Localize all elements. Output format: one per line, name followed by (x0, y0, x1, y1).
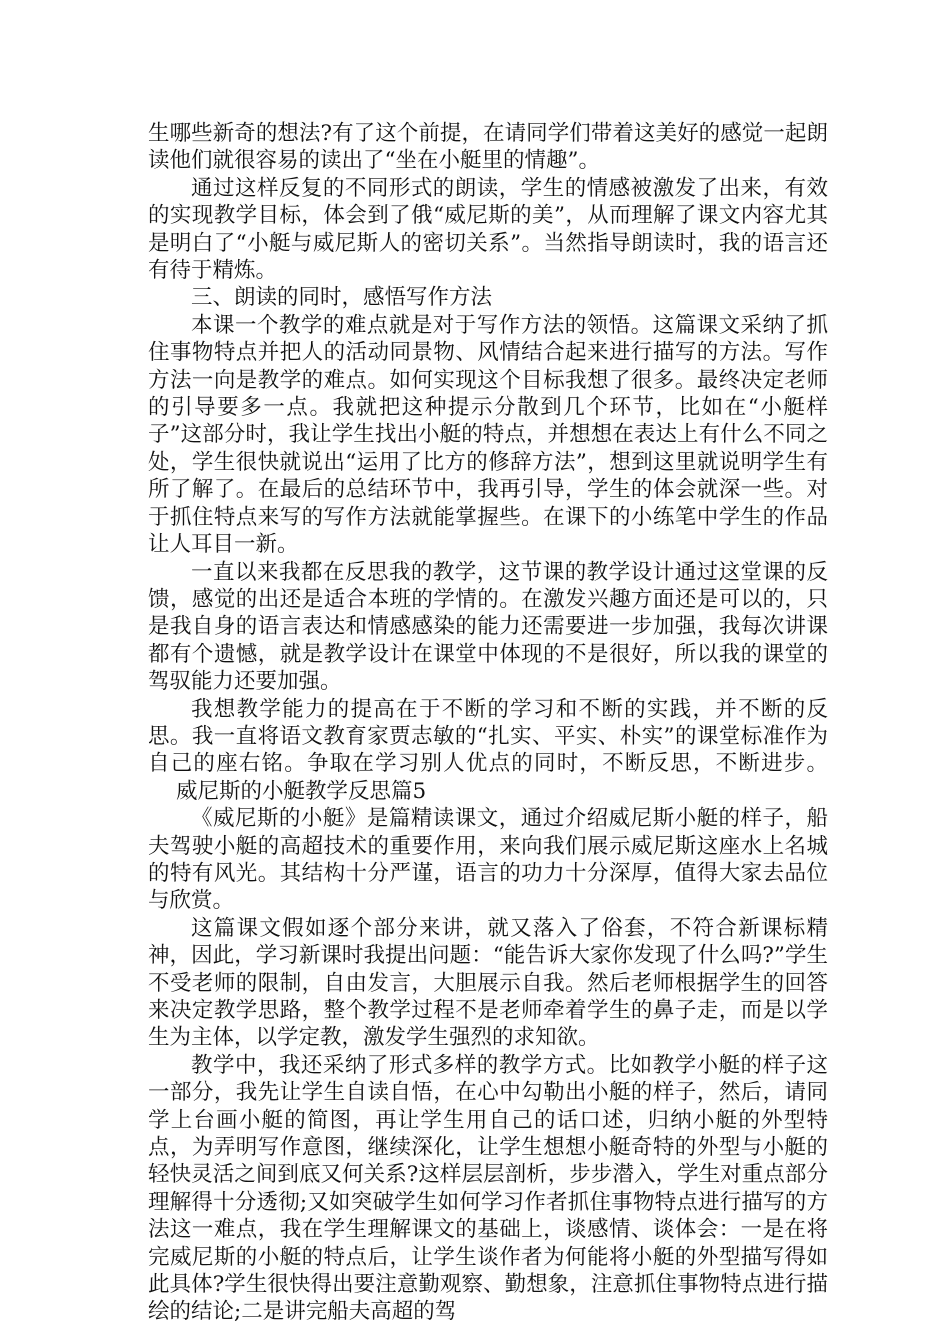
section-heading: 三、朗读的同时，感悟写作方法 (191, 285, 493, 311)
document-body (148, 120, 828, 1326)
paragraph-6: 《威尼斯的小艇》是篇精读课文，通过介绍威尼斯小艇的样子，船夫驾驶小艇的高超技术的重要作用，来向我们展示威尼斯这座水上名城的特有风光。其结构十分严谨，语言的功力十分深厚，值得大家去品位与欣赏。 (148, 806, 828, 914)
paragraph-3: 本课一个教学的难点就是对于写作方法的领悟。这篇课文采纳了抓住事物特点并把人的活动同景物、风情结合起来进行描写的方法。写作方法一向是教学的难点。如何实现这个目标我想了很多。最终决定老师的引导要多一点。我就把这种提示分散到几个环节，比如在“小艇样子”这部分时，我让学生找出小艇的特点，并想想在表达上有什么不同之处，学生很快就说出“运用了比方的修辞方法”，想到这里就说明学生有所了解了。在最后的总结环节中，我再引导，学生的体会就深一些。对于抓住特点来写的写作方法就能掌握些。在课下的小练笔中学生的作品让人耳目一新。 (148, 312, 828, 558)
paragraph-4: 一直以来我都在反思我的教学，这节课的教学设计通过这堂课的反馈，感觉的出还是适合本班的学情的。在激发兴趣方面还是可以的，只是我自身的语言表达和情感感染的能力还需要进一步加强，我每次讲课都有个遗憾，就是教学设计在课堂中体现的不是很好，所以我的课堂的驾驭能力还要加强。 (148, 559, 828, 695)
paragraph-5 (148, 696, 828, 806)
paragraph-2: 通过这样反复的不同形式的朗读，学生的情感被激发了出来，有效的实现教学目标，体会到了俄“威尼斯的美”，从而理解了课文内容尤其是明白了“小艇与威尼斯人的密切关系”。当然指导朗读时，我的语言还有待于精炼。 (148, 175, 828, 284)
paragraph-5-text: 我想教学能力的提高在于不断的学习和不断的实践，并不断的反思。我一直将语文教育家贾志敏的“扎实、平实、朴实”的课堂标准作为自己的座右铭。争取在学习别人优点的同时，不断反思，不断进步。 (148, 696, 828, 777)
paragraph-7: 这篇课文假如逐个部分来讲，就又落入了俗套，不符合新课标精神，因此，学习新课时我提出问题：“能告诉大家你发现了什么吗?”学生不受老师的限制，自由发言，大胆展示自我。然后老师根据学生的回答来决定教学思路，整个教学过程不是老师牵着学生的鼻子走，而是以学生为主体，以学定教，激发学生强烈的求知欲。 (148, 915, 828, 1051)
paragraph-8: 教学中，我还采纳了形式多样的教学方式。比如教学小艇的样子这一部分，我先让学生自读自悟，在心中勾勒出小艇的样子，然后，请同学上台画小艇的简图，再让学生用自己的话口述，归纳小艇的外型特点，为弄明写作意图，继续深化，让学生想想小艇奇特的外型与小艇的轻快灵活之间到底又何关系?这样层层剖析，步步潜入，学生对重点部分理解得十分透彻;又如突破学生如何学习作者抓住事物特点进行描写的方法这一难点，我在学生理解课文的基础上，谈感情、谈体会：一是在将完威尼斯的小艇的特点后，让学生谈作者为何能将小艇的外型描写得如此具体?学生很快得出要注意勤观察、勤想象，注意抓住事物特点进行描绘的结论;二是讲完船夫高超的驾 (148, 1052, 828, 1325)
paragraph-1: 生哪些新奇的想法?有了这个前提，在请同学们带着这美好的感觉一起朗读他们就很容易的读出了“坐在小艇里的情趣”。 (148, 121, 828, 174)
section-title: 威尼斯的小艇教学反思篇5 (175, 778, 427, 804)
